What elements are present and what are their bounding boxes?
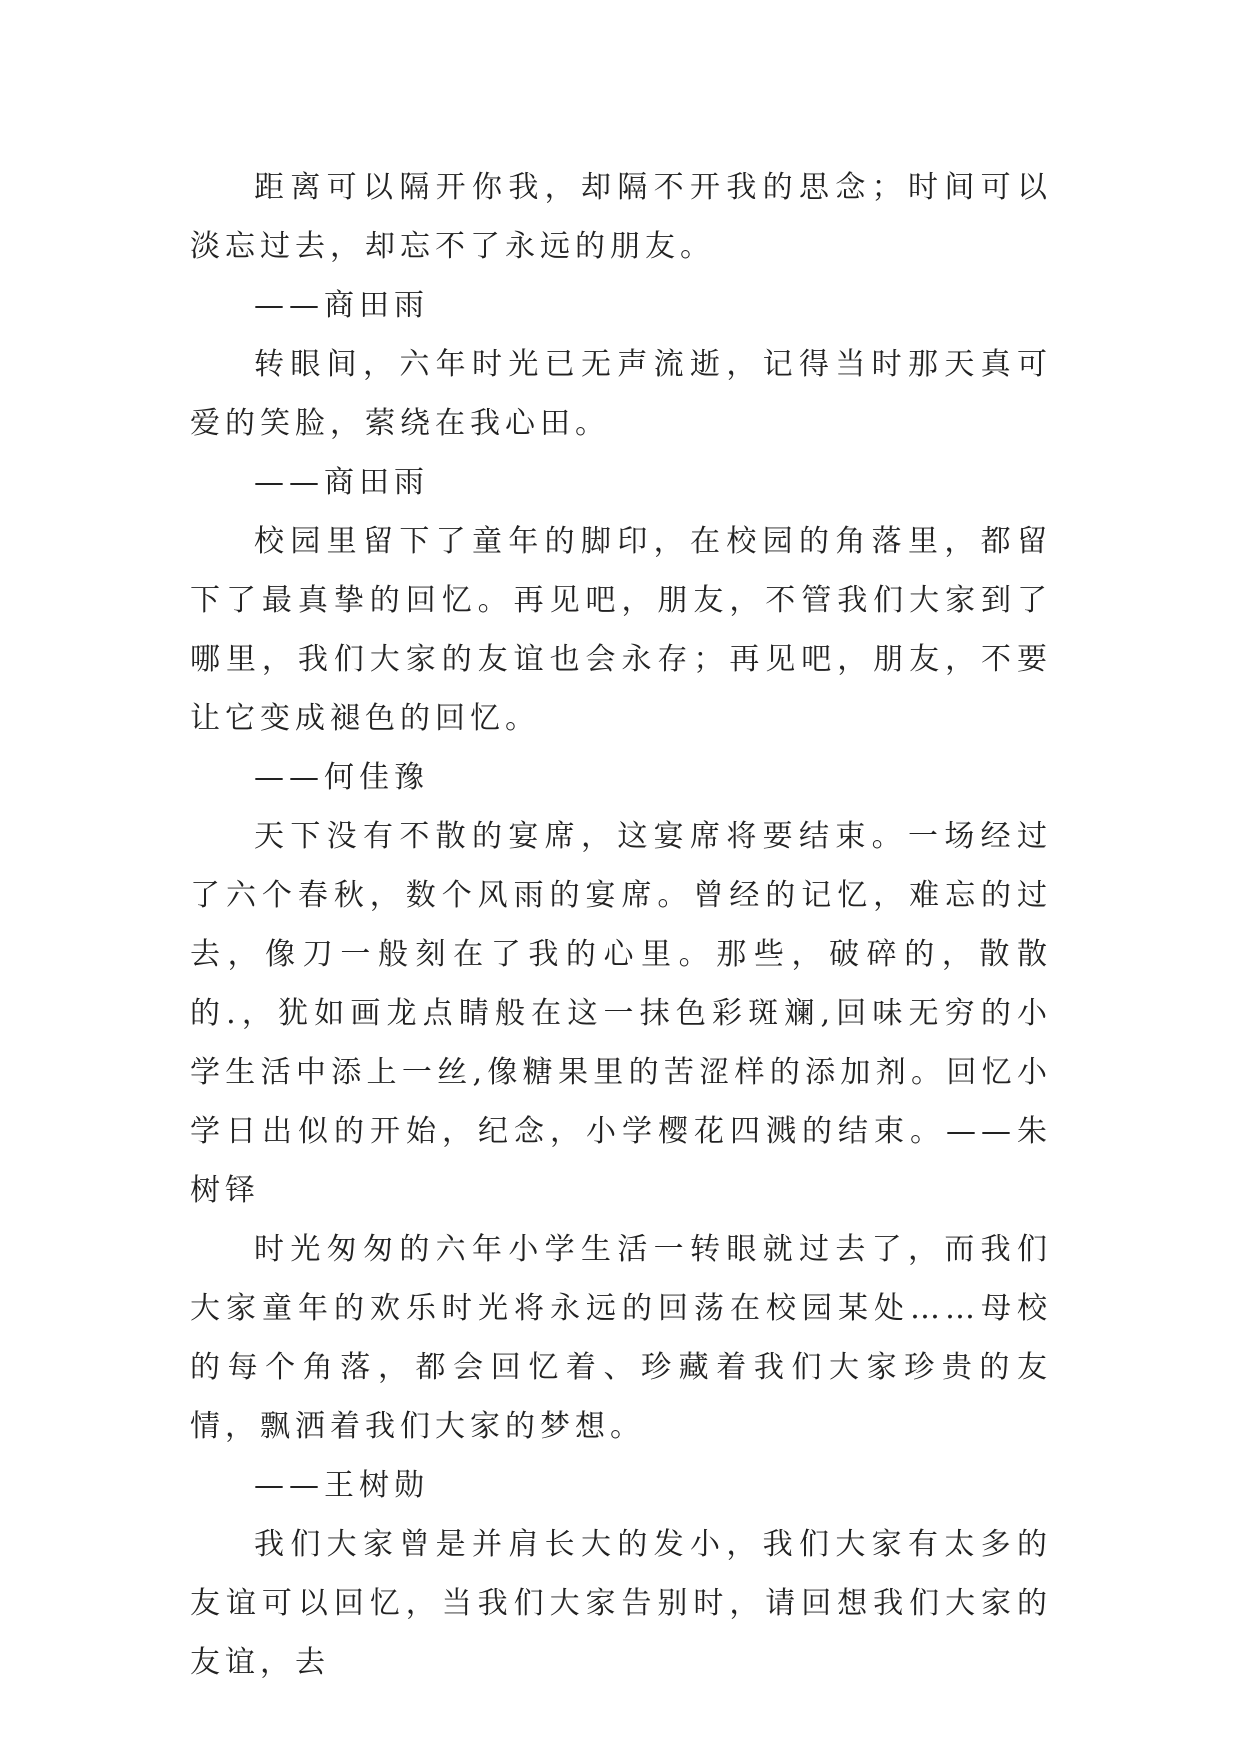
attribution: ——商田雨 xyxy=(254,288,429,323)
paragraph: 校园里留下了童年的脚印，在校园的角落里，都留下了最真挚的回忆。再见吧，朋友，不管我们大家到了哪里，我们大家的友谊也会永存；再见吧，朋友，不要让它变成褪色的回忆。 xyxy=(190,524,1052,736)
paragraph: 天下没有不散的宴席，这宴席将要结束。一场经过了六个春秋，数个风雨的宴席。曾经的记忆，难忘的过去，像刀一般刻在了我的心里。那些，破碎的，散散的.，犹如画龙点睛般在这一抹色彩斑斓,回味无穷的小学生活中添上一丝,像糖果里的苦涩样的添加剂。回忆小学日出似的开始，纪念，小学樱花四溅的结束。——朱树铎 xyxy=(190,819,1052,1208)
attribution: ——商田雨 xyxy=(254,465,429,500)
paragraph: 距离可以隔开你我，却隔不开我的思念；时间可以淡忘过去，却忘不了永远的朋友。 xyxy=(190,170,1052,264)
document-body xyxy=(190,158,1052,1692)
paragraph: 我们大家曾是并肩长大的发小，我们大家有太多的友谊可以回忆，当我们大家告别时，请回想我们大家的友谊，去 xyxy=(190,1527,1052,1680)
attribution: ——何佳豫 xyxy=(254,760,429,795)
attribution: ——王树勋 xyxy=(254,1468,429,1503)
paragraph: 时光匆匆的六年小学生活一转眼就过去了，而我们大家童年的欢乐时光将永远的回荡在校园某处……母校的每个角落，都会回忆着、珍藏着我们大家珍贵的友情，飘洒着我们大家的梦想。 xyxy=(190,1232,1052,1444)
paragraph: 转眼间，六年时光已无声流逝，记得当时那天真可爱的笑脸，萦绕在我心田。 xyxy=(190,347,1052,441)
